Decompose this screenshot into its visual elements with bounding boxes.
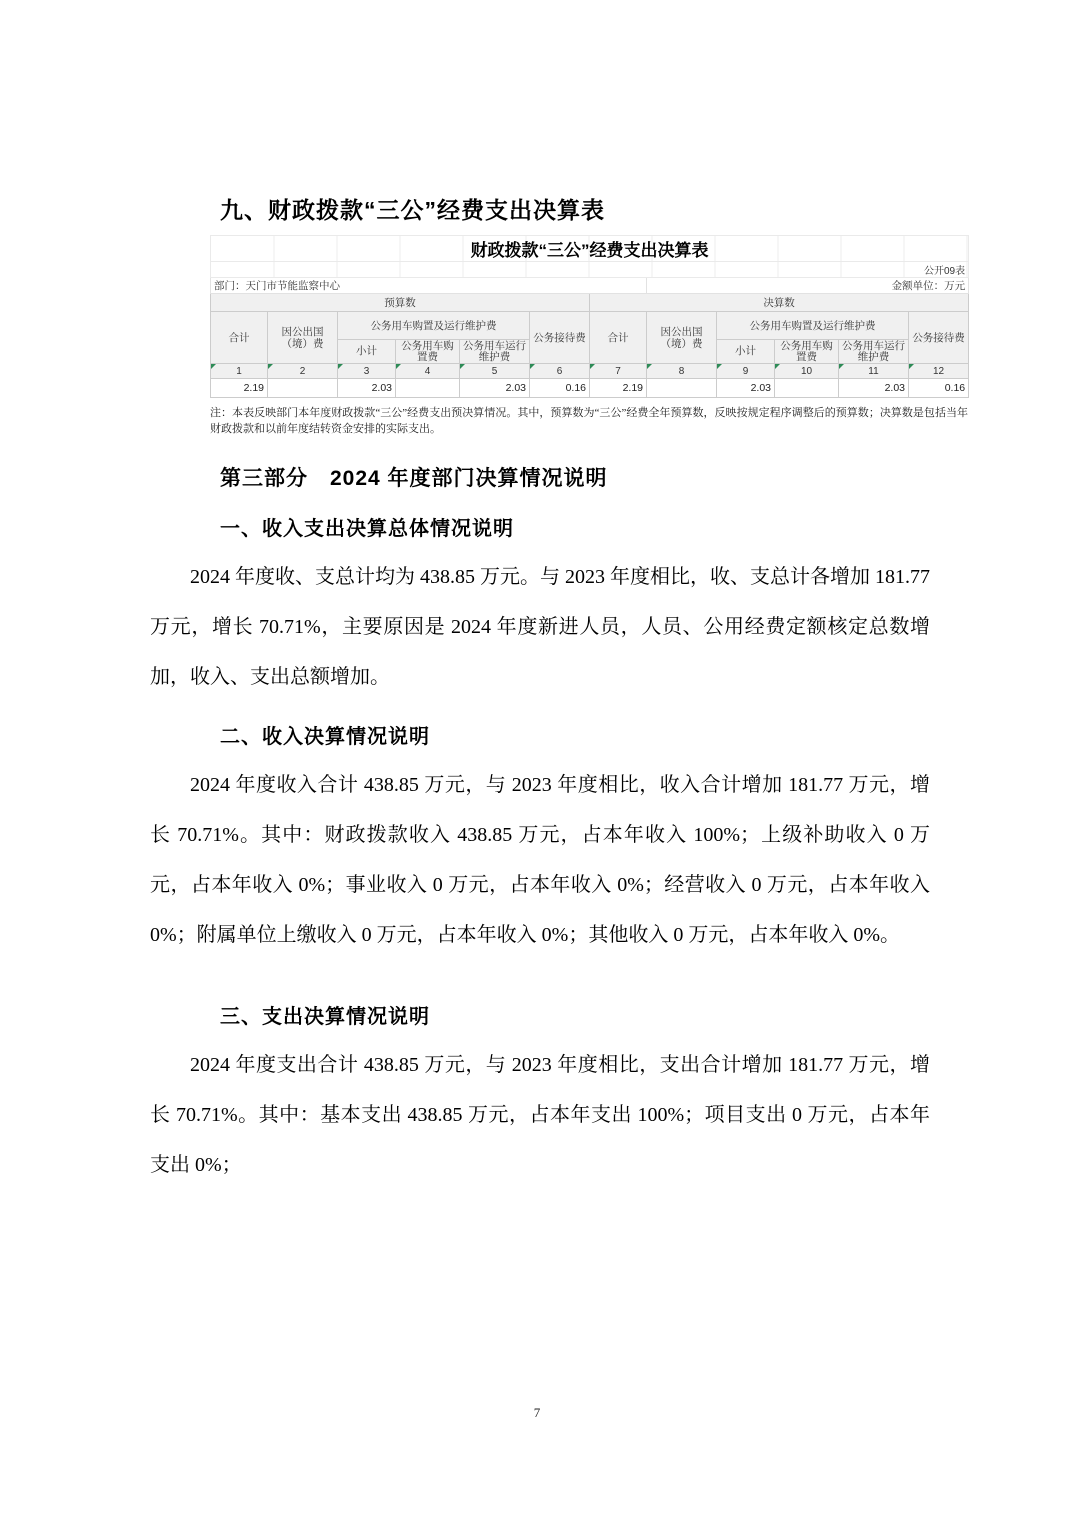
budget-abroad-header: 因公出国（境）费 — [268, 312, 338, 364]
section-heading: 一、收入支出决算总体情况说明 — [220, 518, 514, 540]
final-subtotal-header: 小计 — [717, 340, 775, 364]
column-number: 1 — [236, 365, 242, 377]
three-public-funds-table — [210, 235, 966, 398]
excel-flag-icon — [268, 364, 273, 369]
value-row — [211, 379, 969, 398]
value-cell: 2.19 — [211, 379, 268, 398]
section-heading: 三、支出决算情况说明 — [220, 1006, 430, 1028]
excel-flag-icon — [839, 364, 844, 369]
table-title: 财政拨款“三公”经费支出决算表 — [211, 236, 969, 262]
expenditure-table — [210, 235, 969, 398]
column-number: 6 — [556, 365, 563, 377]
budget-maintenance-header: 公务用车运行维护费 — [460, 340, 530, 364]
section-expenditure-detail — [150, 1002, 930, 1190]
section-paragraph: 2024 年度收、支总计均为 438.85 万元。与 2023 年度相比，收、支总计各增加 181.77 万元，增长 70.71%，主要原因是 2024 年度新进人员，人员、公用经费定额核定总数增加，收入、支出总额增加。 — [150, 566, 930, 688]
page-number: 7 — [533, 1405, 541, 1420]
final-reception-header: 公务接待费 — [909, 312, 969, 364]
final-abroad-header: 因公出国（境）费 — [647, 312, 717, 364]
excel-flag-icon — [211, 364, 216, 369]
value-cell — [396, 379, 460, 398]
budget-subtotal-header: 小计 — [338, 340, 396, 364]
document-page — [150, 0, 968, 1190]
value-cell: 2.03 — [338, 379, 396, 398]
excel-flag-icon — [717, 364, 722, 369]
excel-flag-icon — [909, 364, 914, 369]
budget-total-header: 合计 — [211, 312, 268, 364]
final-vehicle-header: 公务用车购置及运行维护费 — [717, 312, 909, 340]
final-maintenance-header: 公务用车运行维护费 — [839, 340, 909, 364]
doc-number: 公开09表 — [211, 262, 969, 278]
part-three-heading: 第三部分 2024 年度部门决算情况说明 — [220, 467, 608, 490]
budget-group-header: 预算数 — [211, 294, 590, 312]
column-number: 5 — [491, 365, 498, 377]
excel-flag-icon — [530, 364, 535, 369]
table-footnote: 注：本表反映部门本年度财政拨款“三公”经费支出预决算情况。其中，预算数为“三公”经费全年预算数，反映按规定程序调整后的预算数；决算数是包括当年财政拨款和以前年度结转资金安排的实际支出。 — [210, 407, 968, 435]
section-paragraph: 2024 年度收入合计 438.85 万元，与 2023 年度相比，收入合计增加 181.77 万元，增长 70.71%。其中：财政拨款收入 438.85 万元，占本年收入 100%；上级补助收入 0 万元，占本年收入 0%；事业收入 0 万元，占本年收入 0%；经营收入 0 万元，占本年收入 0%；附属单位上缴收入 0 万元，占本年收入 0%；其他收入 0 万元，占本年收入 0%。 — [150, 774, 930, 946]
section-heading: 二、收入决算情况说明 — [220, 726, 430, 748]
section-income-detail — [150, 722, 930, 960]
value-cell: 2.03 — [460, 379, 530, 398]
value-cell — [647, 379, 717, 398]
excel-flag-icon — [590, 364, 595, 369]
value-cell — [268, 379, 338, 398]
section-nine-heading: 九、财政拨款“三公”经费支出决算表 — [220, 197, 605, 223]
budget-reception-header: 公务接待费 — [530, 312, 590, 364]
section-paragraph: 2024 年度支出合计 438.85 万元，与 2023 年度相比，支出合计增加 181.77 万元，增长 70.71%。其中：基本支出 438.85 万元，占本年支出 100%；项目支出 0 万元，占本年支出 0%； — [150, 1054, 930, 1176]
column-number-row — [211, 364, 969, 379]
column-number: 9 — [742, 365, 749, 377]
budget-vehicle-header: 公务用车购置及运行维护费 — [338, 312, 530, 340]
value-cell: 2.03 — [839, 379, 909, 398]
unit-label: 金额单位：万元 — [647, 278, 969, 294]
column-number: 12 — [933, 365, 945, 377]
value-cell: 2.19 — [590, 379, 647, 398]
value-cell: 0.16 — [909, 379, 969, 398]
column-number: 7 — [615, 365, 621, 377]
section-income-expenditure-overview — [150, 514, 930, 702]
final-purchase-header: 公务用车购置费 — [775, 340, 839, 364]
column-number: 8 — [678, 365, 685, 377]
value-cell — [775, 379, 839, 398]
value-cell: 0.16 — [530, 379, 590, 398]
column-number: 11 — [868, 365, 879, 377]
final-total-header: 合计 — [590, 312, 647, 364]
column-number: 4 — [424, 365, 431, 377]
excel-flag-icon — [647, 364, 652, 369]
department-label: 部门：天门市节能监察中心 — [211, 278, 647, 294]
excel-flag-icon — [396, 364, 401, 369]
value-cell: 2.03 — [717, 379, 775, 398]
column-number: 2 — [299, 365, 306, 377]
excel-flag-icon — [338, 364, 343, 369]
final-group-header: 决算数 — [590, 294, 969, 312]
excel-flag-icon — [460, 364, 465, 369]
column-number: 3 — [363, 365, 370, 377]
excel-flag-icon — [775, 364, 780, 369]
column-number: 10 — [800, 365, 813, 377]
budget-purchase-header: 公务用车购置费 — [396, 340, 460, 364]
